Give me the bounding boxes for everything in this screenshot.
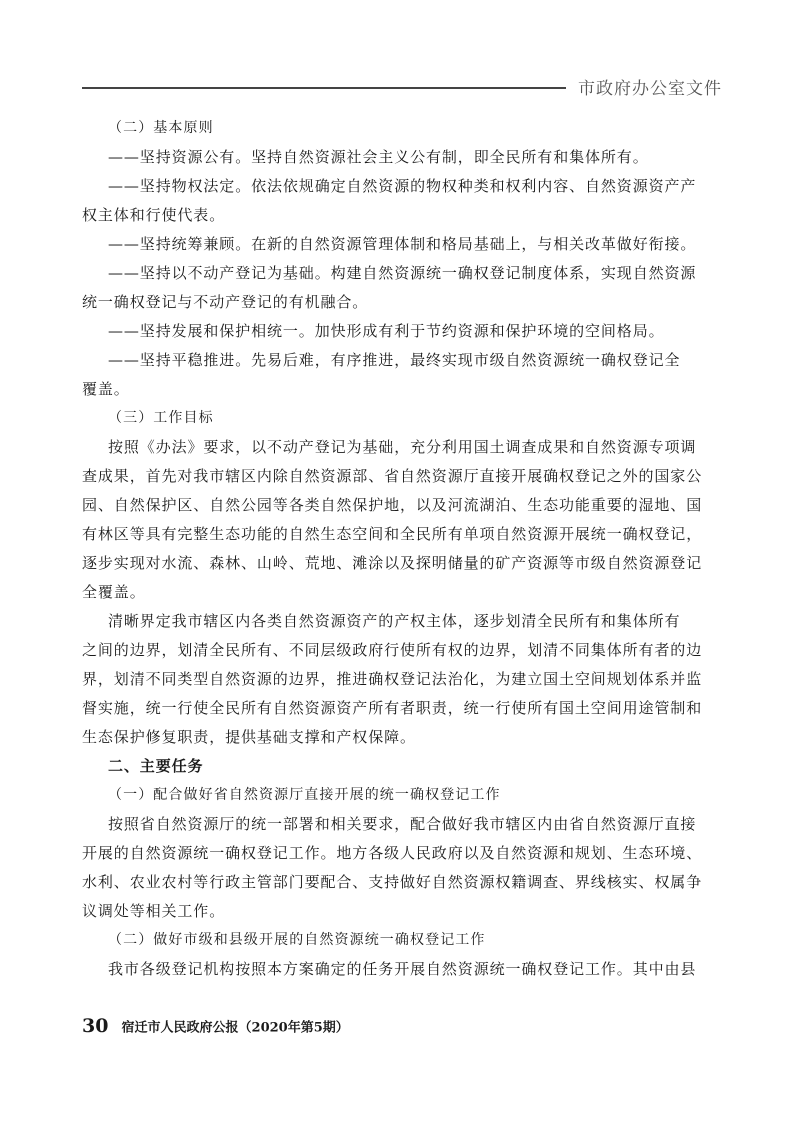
text-line: 之间的边界，划清全民所有、不同层级政府行使所有权的边界，划清不同集体所有者的边 [82, 641, 703, 659]
text-line: 议调处等相关工作。 [82, 902, 226, 920]
text-line: 水利、农业农村等行政主管部门要配合、支持做好自然资源权籍调查、界线核实、权属争 [82, 873, 703, 891]
text-line: 按照《办法》要求，以不动产登记为基础，充分利用国土调查成果和自然资源专项调 [108, 438, 697, 456]
text-line: 生态保护修复职责，提供基础支撑和产权保障。 [82, 728, 416, 746]
text-line: 逐步实现对水流、森林、山岭、荒地、滩涂以及探明储量的矿产资源等市级自然资源登记 [82, 554, 703, 572]
text-line: ——坚持以不动产登记为基础。构建自然资源统一确权登记制度体系，实现自然资源 [108, 264, 697, 282]
text-line: 清晰界定我市辖区内各类自然资源资产的产权主体，逐步划清全民所有和集体所有 [108, 612, 681, 630]
text-line: （三）工作目标 [108, 410, 214, 426]
page-footer [82, 1015, 349, 1037]
text-line: （二）基本原则 [108, 120, 214, 136]
text-line: ——坚持平稳推进。先易后难，有序推进，最终实现市级自然资源统一确权登记全 [108, 351, 681, 369]
text-line: ——坚持统筹兼顾。在新的自然资源管理体制和格局基础上，与相关改革做好衔接。 [108, 235, 697, 253]
text-line: ——坚持资源公有。坚持自然资源社会主义公有制，即全民所有和集体所有。 [108, 148, 649, 166]
text-line: （一）配合做好省自然资源厅直接开展的统一确权登记工作 [108, 787, 501, 803]
text-line: 全覆盖。 [82, 583, 146, 601]
text-line: （二）做好市级和县级开展的自然资源统一确权登记工作 [108, 932, 486, 948]
text-line: 二、主要任务 [108, 757, 204, 775]
text-line: 开展的自然资源统一确权登记工作。地方各级人民政府以及自然资源和规划、生态环境、 [82, 844, 703, 862]
header-title: 市政府办公室文件 [578, 79, 722, 99]
text-line: 查成果，首先对我市辖区内除自然资源部、省自然资源厅直接开展确权登记之外的国家公 [82, 467, 703, 485]
page-number: 30 [82, 1015, 109, 1037]
document-body [82, 114, 710, 984]
text-line: 界，划清不同类型自然资源的边界，推进确权登记法治化，为建立国土空间规划体系并监 [82, 670, 703, 688]
text-line: 我市各级登记机构按照本方案确定的任务开展自然资源统一确权登记工作。其中由县 [108, 960, 697, 978]
text-line: ——坚持物权法定。依法依规确定自然资源的物权种类和权利内容、自然资源资产产 [108, 177, 697, 195]
text-line: 权主体和行使代表。 [82, 206, 226, 224]
text-line: 按照省自然资源厅的统一部署和相关要求，配合做好我市辖区内由省自然资源厅直接 [108, 815, 697, 833]
text-line: 统一确权登记与不动产登记的有机融合。 [82, 293, 369, 311]
text-line: 园、自然保护区、自然公园等各类自然保护地，以及河流湖泊、生态功能重要的湿地、国 [82, 496, 703, 514]
text-line: ——坚持发展和保护相统一。加快形成有利于节约资源和保护环境的空间格局。 [108, 322, 665, 340]
text-line: 有林区等具有完整生态功能的自然生态空间和全民所有单项自然资源开展统一确权登记， [82, 525, 703, 543]
header-rule [82, 87, 566, 89]
journal-title: 宿迁市人民政府公报（2020年第5期） [121, 1020, 349, 1036]
text-line: 督实施，统一行使全民所有自然资源资产所有者职责，统一行使所有国土空间用途管制和 [82, 699, 703, 717]
text-line: 覆盖。 [82, 380, 130, 398]
